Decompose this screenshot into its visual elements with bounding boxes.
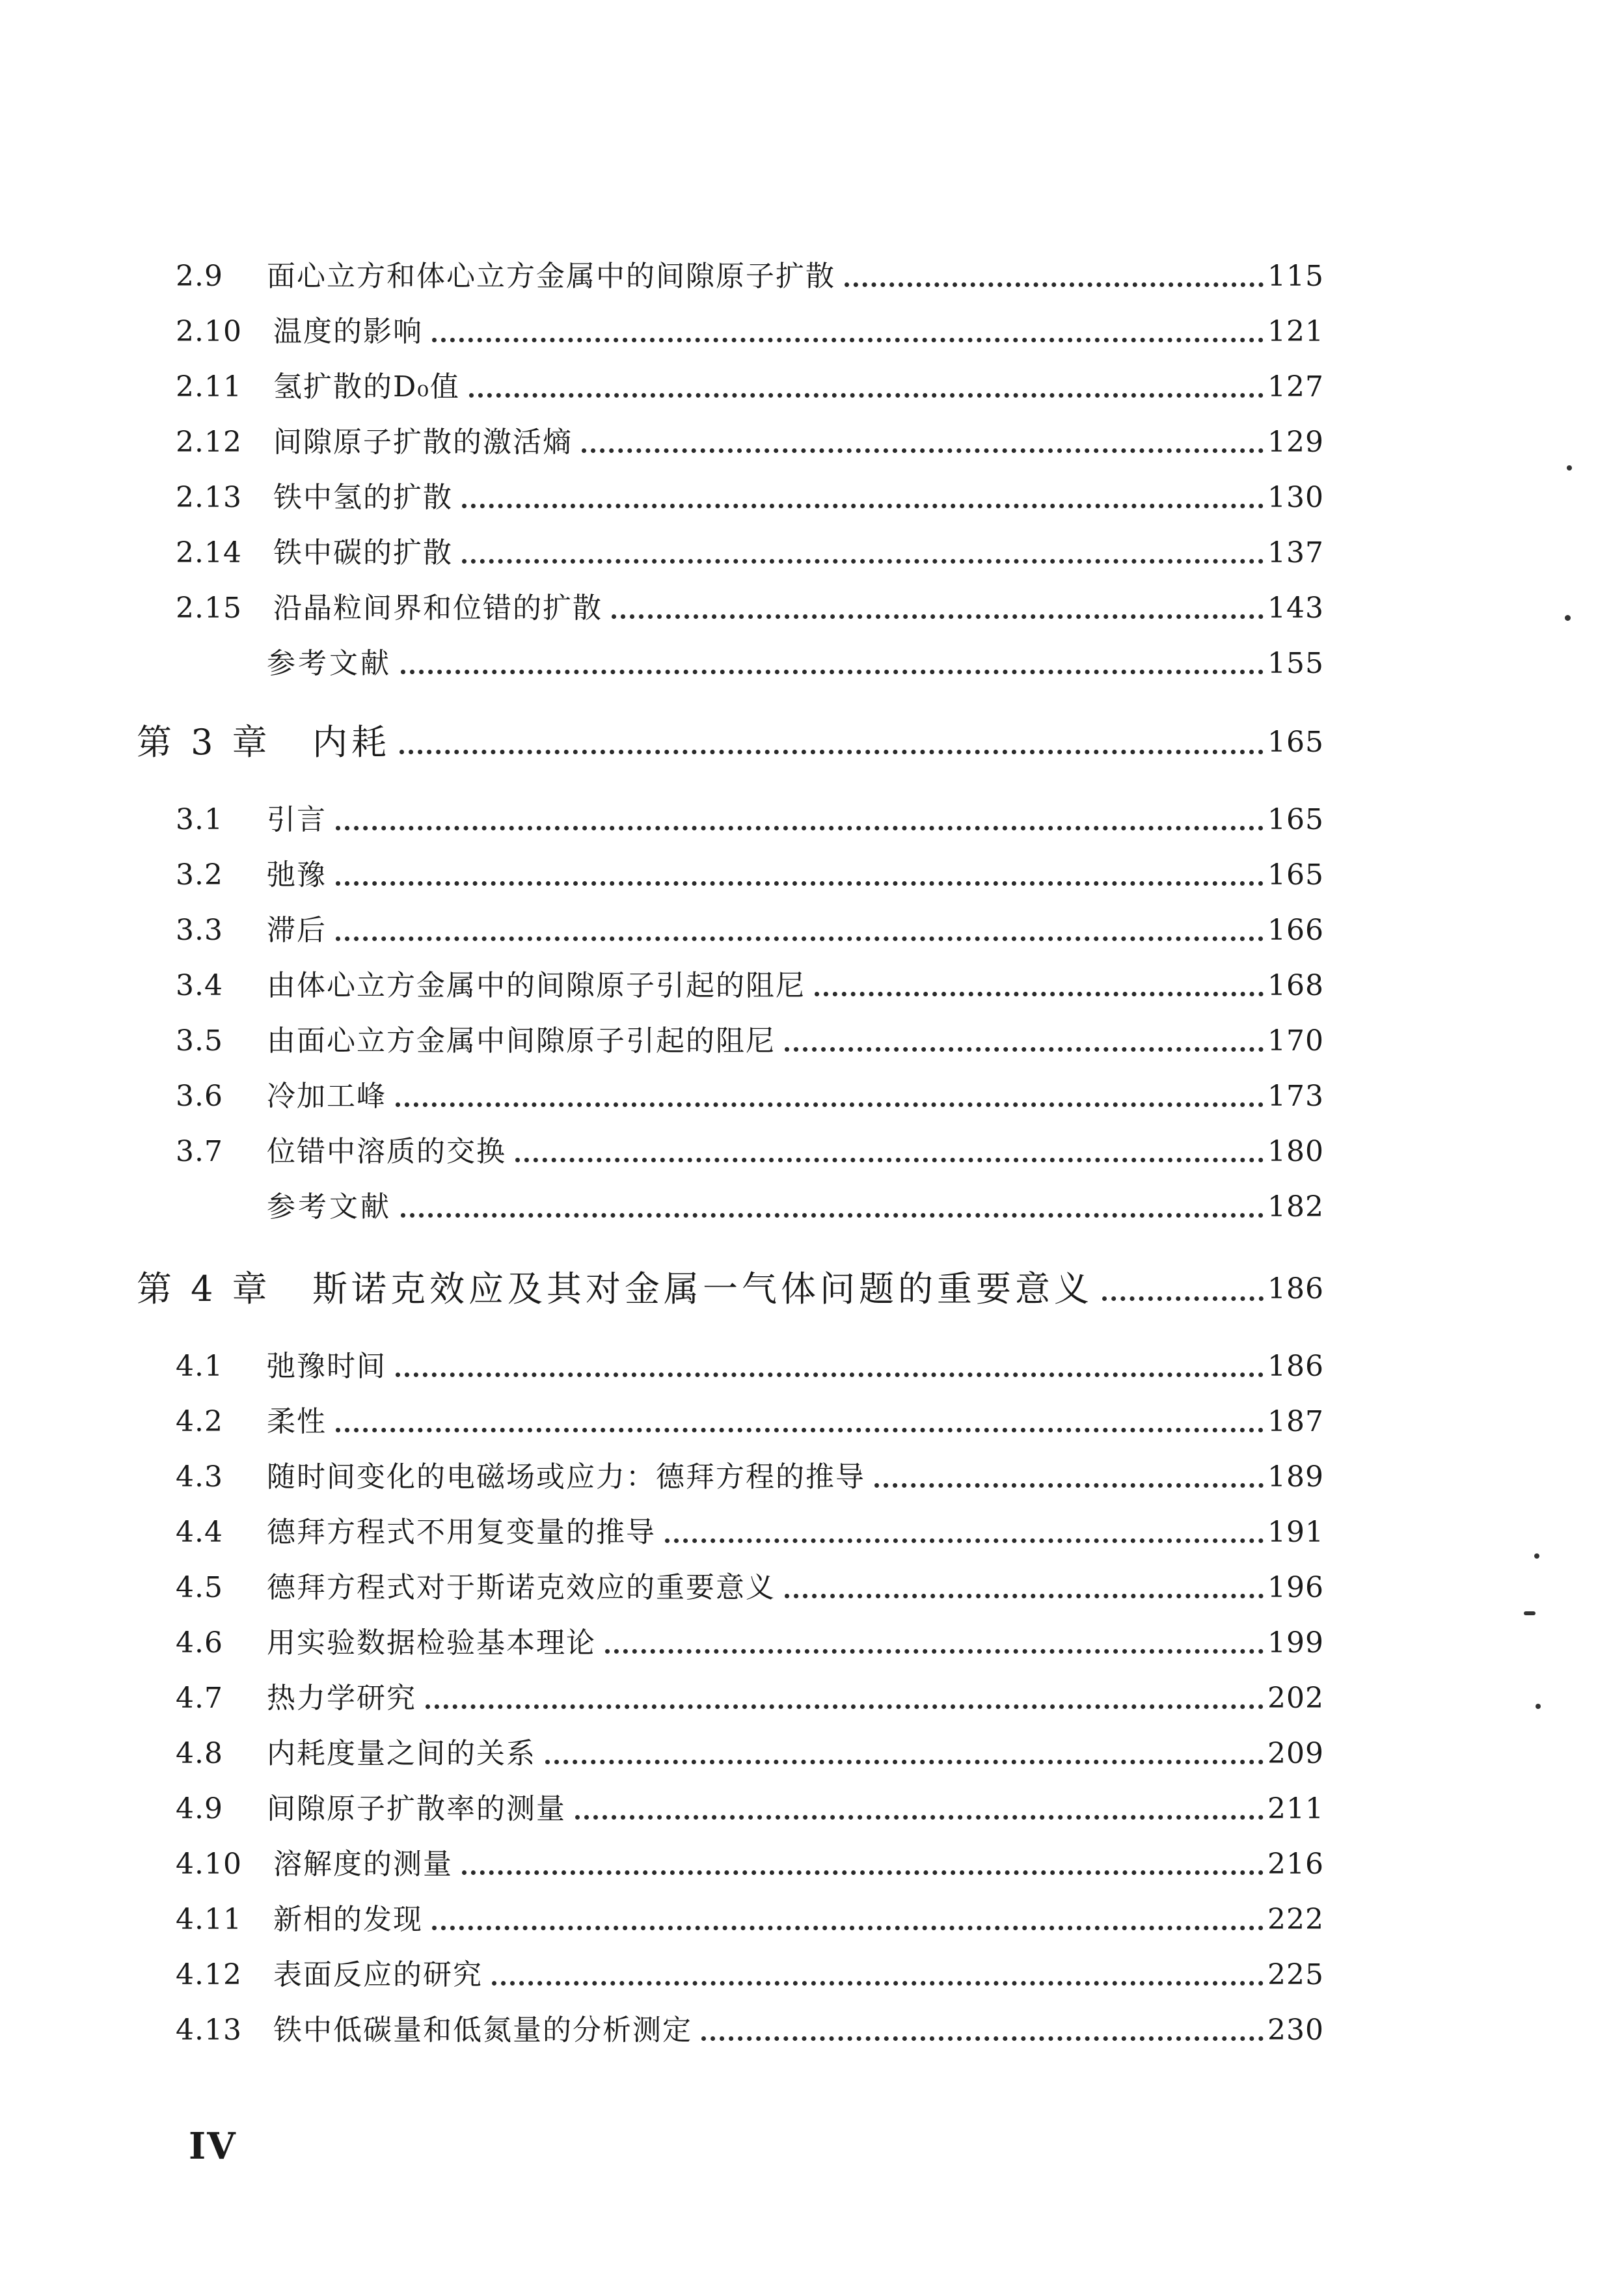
dot-leader bbox=[462, 520, 1264, 564]
toc-page-number: 191 bbox=[1267, 1516, 1324, 1549]
toc-page-number: 222 bbox=[1267, 1903, 1324, 1936]
dot-leader bbox=[401, 1174, 1264, 1218]
toc-title: 德拜方程式对于斯诺克效应的重要意义 bbox=[267, 1571, 776, 1604]
toc-page-number: 155 bbox=[1267, 647, 1324, 680]
dot-leader bbox=[605, 1610, 1264, 1654]
dot-leader bbox=[874, 1444, 1264, 1488]
toc-title: 间隙原子扩散的激活熵 bbox=[273, 426, 573, 459]
dot-leader bbox=[785, 1555, 1264, 1598]
dot-leader bbox=[336, 842, 1264, 886]
toc-number: 3.1 bbox=[176, 803, 223, 836]
toc-number: 4.7 bbox=[176, 1682, 223, 1715]
toc-entry bbox=[176, 1077, 1324, 1116]
toc-title: 氢扩散的D₀值 bbox=[273, 370, 460, 403]
page-folio: IV bbox=[189, 2125, 237, 2168]
toc-page-number: 165 bbox=[1267, 726, 1324, 759]
scan-speck bbox=[1534, 1553, 1539, 1559]
toc-entry bbox=[176, 423, 1324, 462]
toc-number: 4.3 bbox=[176, 1460, 223, 1494]
dot-leader bbox=[815, 953, 1264, 996]
toc-number: 2.15 bbox=[176, 592, 242, 625]
toc-entry bbox=[176, 1458, 1324, 1497]
toc-number: 4.2 bbox=[176, 1405, 223, 1438]
toc-number: 4.5 bbox=[176, 1571, 223, 1604]
dot-leader bbox=[575, 1776, 1264, 1820]
toc-number: 4.6 bbox=[176, 1626, 223, 1660]
toc-title: 参考文献 bbox=[267, 647, 392, 680]
toc-page-number: 168 bbox=[1267, 969, 1324, 1002]
toc-entry bbox=[176, 1402, 1324, 1441]
toc-number: 2.13 bbox=[176, 481, 242, 514]
toc-number: 4.8 bbox=[176, 1737, 223, 1770]
toc-title: 滞后 bbox=[267, 914, 327, 947]
dot-leader bbox=[401, 631, 1264, 674]
dot-leader bbox=[785, 1008, 1264, 1052]
toc-number: 4.10 bbox=[176, 1848, 242, 1881]
toc-page-number: 186 bbox=[1267, 1350, 1324, 1383]
dot-leader bbox=[469, 354, 1264, 398]
toc-page-number: 165 bbox=[1267, 858, 1324, 892]
toc-title: 冷加工峰 bbox=[267, 1080, 386, 1113]
toc-number: 3.5 bbox=[176, 1024, 223, 1058]
scan-speck bbox=[1536, 1704, 1541, 1709]
toc-entry bbox=[176, 1956, 1324, 1995]
dot-leader bbox=[462, 1831, 1264, 1875]
toc-page-number: 211 bbox=[1267, 1792, 1324, 1825]
dot-leader bbox=[845, 243, 1264, 287]
toc-entry bbox=[176, 800, 1324, 840]
toc-title: 弛豫 bbox=[267, 858, 327, 892]
toc-page-number: 130 bbox=[1267, 481, 1324, 514]
toc-number: 3.4 bbox=[176, 969, 223, 1002]
dot-leader bbox=[432, 299, 1264, 342]
dot-leader bbox=[396, 1063, 1264, 1107]
toc-entry bbox=[176, 911, 1324, 950]
toc-number: 3.2 bbox=[176, 858, 223, 892]
toc-entry bbox=[176, 1022, 1324, 1061]
toc-entry bbox=[176, 534, 1324, 573]
dot-leader bbox=[1102, 1250, 1264, 1301]
toc-entry bbox=[176, 1624, 1324, 1663]
toc-title: 弛豫时间 bbox=[267, 1350, 386, 1383]
toc-title: 温度的影响 bbox=[273, 315, 423, 348]
toc-references bbox=[176, 644, 1324, 683]
toc-number: 3.7 bbox=[176, 1135, 223, 1168]
scan-speck bbox=[1565, 615, 1571, 621]
toc-page-number: 121 bbox=[1267, 315, 1324, 348]
toc-title: 斯诺克效应及其对金属一气体问题的重要意义 bbox=[312, 1268, 1093, 1309]
toc-number: 2.9 bbox=[176, 260, 223, 293]
toc-number: 4.11 bbox=[176, 1903, 242, 1936]
toc-title: 新相的发现 bbox=[273, 1903, 423, 1936]
toc-number: 4.12 bbox=[176, 1958, 242, 1991]
dot-leader bbox=[492, 1942, 1264, 1986]
toc-entry bbox=[176, 1132, 1324, 1171]
toc-entry bbox=[176, 1347, 1324, 1386]
toc-title: 引言 bbox=[267, 803, 327, 836]
toc-entry bbox=[176, 1568, 1324, 1607]
dot-leader bbox=[582, 409, 1264, 453]
toc-page-number: 230 bbox=[1267, 2014, 1324, 2047]
toc-entry bbox=[176, 368, 1324, 407]
toc-number: 2.14 bbox=[176, 536, 242, 569]
toc-page-number: 209 bbox=[1267, 1737, 1324, 1770]
toc-entry bbox=[176, 966, 1324, 1005]
toc-title: 溶解度的测量 bbox=[273, 1848, 453, 1881]
toc-title: 德拜方程式不用复变量的推导 bbox=[267, 1516, 656, 1549]
toc-number: 3.6 bbox=[176, 1080, 223, 1113]
toc-title: 内耗 bbox=[312, 722, 390, 763]
toc-page-number: 165 bbox=[1267, 803, 1324, 836]
toc-number: 4.13 bbox=[176, 2014, 242, 2047]
toc-number: 4.1 bbox=[176, 1350, 223, 1383]
toc-entry bbox=[176, 589, 1324, 628]
toc-entry bbox=[176, 1845, 1324, 1884]
toc-title: 由面心立方金属中间隙原子引起的阻尼 bbox=[267, 1024, 776, 1058]
toc-title: 由体心立方金属中的间隙原子引起的阻尼 bbox=[267, 969, 805, 1002]
toc-entry bbox=[176, 478, 1324, 517]
dot-leader bbox=[612, 575, 1264, 619]
dot-leader bbox=[432, 1887, 1264, 1930]
dot-leader bbox=[336, 787, 1264, 830]
toc-page-number: 199 bbox=[1267, 1626, 1324, 1660]
toc-references bbox=[176, 1188, 1324, 1227]
toc-page-number: 166 bbox=[1267, 914, 1324, 947]
toc-title: 参考文献 bbox=[267, 1190, 392, 1223]
dot-leader bbox=[426, 1665, 1264, 1709]
toc-title: 铁中低碳量和低氮量的分析测定 bbox=[273, 2014, 692, 2047]
toc-title: 沿晶粒间界和位错的扩散 bbox=[273, 592, 602, 625]
dot-leader bbox=[336, 1389, 1264, 1432]
toc-title: 内耗度量之间的关系 bbox=[267, 1737, 536, 1770]
toc-page-number: 129 bbox=[1267, 426, 1324, 459]
toc-title: 表面反应的研究 bbox=[273, 1958, 483, 1991]
dot-leader bbox=[515, 1119, 1264, 1162]
toc-page-number: 186 bbox=[1267, 1272, 1324, 1305]
toc-page-number: 170 bbox=[1267, 1024, 1324, 1058]
toc-chapter bbox=[137, 1266, 1324, 1313]
toc-entry bbox=[176, 1790, 1324, 1829]
toc-page-number: 182 bbox=[1267, 1190, 1324, 1223]
toc-page-number: 180 bbox=[1267, 1135, 1324, 1168]
dot-leader bbox=[545, 1721, 1264, 1764]
toc-page-number: 115 bbox=[1267, 260, 1324, 293]
toc-number: 第 4 章 bbox=[137, 1268, 271, 1309]
toc-page-number: 216 bbox=[1267, 1848, 1324, 1881]
toc-title: 位错中溶质的交换 bbox=[267, 1135, 506, 1168]
toc-title: 面心立方和体心立方金属中的间隙原子扩散 bbox=[267, 260, 835, 293]
dot-leader bbox=[399, 703, 1264, 754]
toc-title: 铁中氢的扩散 bbox=[273, 481, 453, 514]
toc-page-number: 202 bbox=[1267, 1682, 1324, 1715]
toc-page-number: 127 bbox=[1267, 370, 1324, 403]
dot-leader bbox=[665, 1499, 1264, 1543]
toc-title: 铁中碳的扩散 bbox=[273, 536, 453, 569]
toc-page-number: 196 bbox=[1267, 1571, 1324, 1604]
dot-leader bbox=[462, 465, 1264, 508]
toc-page-number: 187 bbox=[1267, 1405, 1324, 1438]
toc-page-number: 189 bbox=[1267, 1460, 1324, 1494]
toc-entry bbox=[176, 1513, 1324, 1552]
toc-entry bbox=[176, 856, 1324, 895]
toc-number: 2.12 bbox=[176, 426, 242, 459]
toc-entry bbox=[176, 1900, 1324, 1939]
dot-leader bbox=[701, 1997, 1264, 2041]
toc-number: 2.10 bbox=[176, 315, 242, 348]
toc-entry bbox=[176, 1679, 1324, 1718]
toc-title: 用实验数据检验基本理论 bbox=[267, 1626, 596, 1660]
scan-speck bbox=[1524, 1611, 1536, 1615]
scan-speck bbox=[1567, 465, 1572, 471]
toc-entry bbox=[176, 1734, 1324, 1773]
toc-title: 柔性 bbox=[267, 1405, 327, 1438]
toc-entry bbox=[176, 2011, 1324, 2050]
dot-leader bbox=[336, 897, 1264, 941]
toc-entry bbox=[176, 312, 1324, 351]
toc-page-number: 225 bbox=[1267, 1958, 1324, 1991]
toc-page-number: 137 bbox=[1267, 536, 1324, 569]
dot-leader bbox=[396, 1333, 1264, 1377]
toc-number: 第 3 章 bbox=[137, 722, 271, 763]
toc-title: 间隙原子扩散率的测量 bbox=[267, 1792, 566, 1825]
toc-page-number: 143 bbox=[1267, 592, 1324, 625]
toc-number: 4.9 bbox=[176, 1792, 223, 1825]
toc-chapter bbox=[137, 719, 1324, 766]
toc-number: 2.11 bbox=[176, 370, 242, 403]
toc-number: 4.4 bbox=[176, 1516, 223, 1549]
toc-title: 随时间变化的电磁场或应力：德拜方程的推导 bbox=[267, 1460, 865, 1494]
toc-page-number: 173 bbox=[1267, 1080, 1324, 1113]
toc-entry bbox=[176, 257, 1324, 296]
toc-title: 热力学研究 bbox=[267, 1682, 416, 1715]
toc-number: 3.3 bbox=[176, 914, 223, 947]
